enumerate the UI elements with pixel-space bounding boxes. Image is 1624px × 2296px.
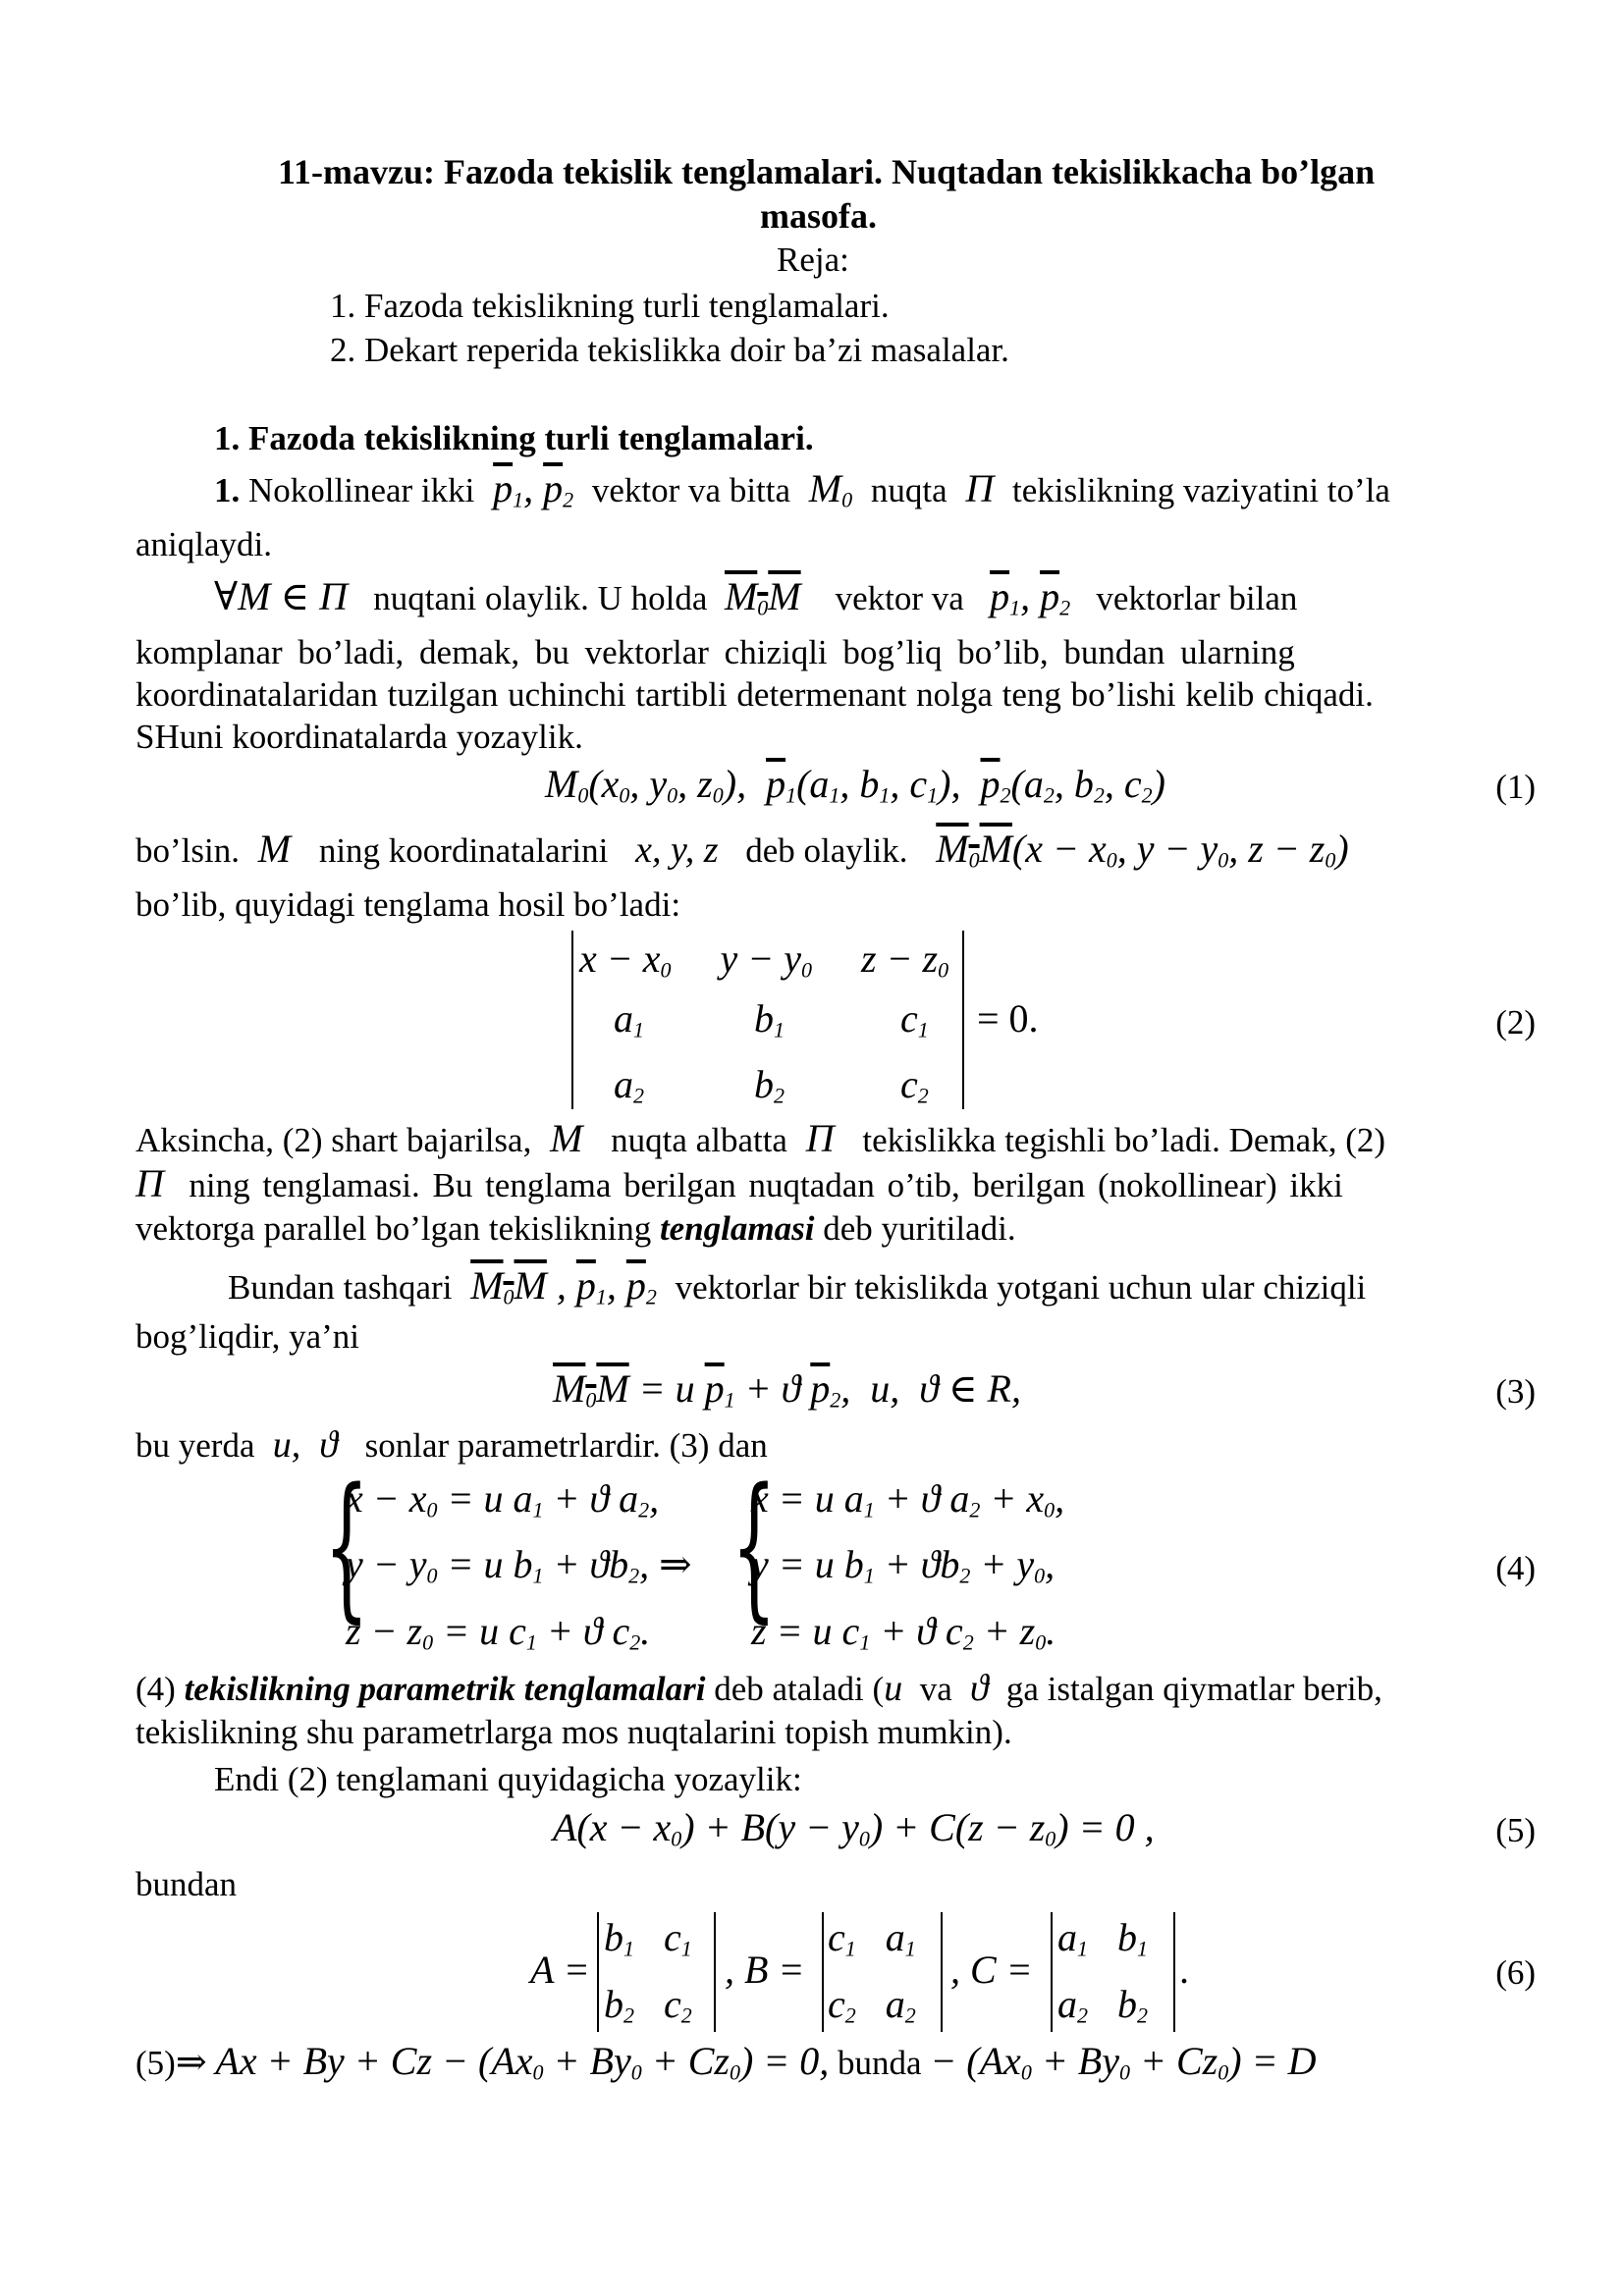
eq6-A-label: A = bbox=[530, 1948, 590, 1992]
det-row-2b: $b_1$ bbox=[754, 996, 785, 1042]
para2-text-c: vektorlar bilan bbox=[1096, 579, 1298, 617]
para1-text-a: Nokollinear ikki bbox=[248, 471, 475, 509]
det-equals-zero: = 0. bbox=[977, 996, 1039, 1041]
para1-text-d: tekislikning vaziyatini to’la bbox=[1012, 471, 1390, 509]
para6-text-a: bu yerda bbox=[135, 1426, 255, 1465]
para8: Endi (2) tenglamani quyidagicha yozaylik: bbox=[214, 1760, 802, 1798]
equation-1-number: (1) bbox=[1495, 768, 1536, 806]
system4-left-1: $x - x_0 = u$ $a_1 + ϑ$ $a_2$, bbox=[346, 1476, 660, 1522]
determinant-right-bar bbox=[962, 931, 964, 1109]
eq6-B-row1: $c_1$ $a_1$ bbox=[828, 1915, 916, 1961]
eq6-C-left-bar bbox=[1051, 1912, 1053, 2032]
plan-item-2: 2. Dekart reperida tekislikka doir ba’zi masalalar. bbox=[330, 331, 1009, 369]
para3-text-a: bo’lsin. bbox=[135, 831, 240, 870]
para3-line2: bo’lib, quyidagi tenglama hosil bo’ladi: bbox=[135, 885, 681, 924]
para6-text-b: sonlar parametrlardir. (3) dan bbox=[364, 1426, 768, 1465]
eq6-C-right-bar bbox=[1173, 1912, 1175, 2032]
det-row-3c: $c_2$ bbox=[900, 1062, 929, 1108]
para2-text-b: vektor va bbox=[835, 579, 964, 617]
title-line-2: masofa. bbox=[760, 196, 877, 236]
equation-3: $M_0M = u$ $\overline{p}_1 + ϑ$ $\overline{p}_2$, u, ϑ ∈ R, bbox=[553, 1366, 1021, 1413]
para7-line1: (4) tekislikning parametrik tenglamalari deb ataladi (u va ϑ ga istalgan qiymatlar berib, bbox=[135, 1668, 1382, 1709]
eq6-B-row2: $c_2$ $a_2$ bbox=[828, 1982, 916, 2028]
para4-text-f: deb yuritiladi. bbox=[823, 1209, 1016, 1248]
para5-text-a: Bundan tashqari bbox=[228, 1268, 453, 1307]
equation-3-number: (3) bbox=[1495, 1372, 1536, 1411]
para7-text-d: ga istalgan qiymatlar berib, bbox=[1005, 1670, 1382, 1708]
plan-item-1: 1. Fazoda tekislikning turli tenglamalari. bbox=[330, 287, 890, 325]
equation-5: $A(x - x_0) + B(y - y_0) + C(z - z_0) = 0$ , bbox=[553, 1805, 1155, 1851]
para4-text-a: Aksincha, (2) shart bajarilsa, bbox=[135, 1121, 532, 1159]
eq6-B-label: , B = bbox=[725, 1948, 805, 1992]
para3-text-b: ning koordinatalarini bbox=[318, 831, 609, 870]
system4-left-3: $z - z_0 = u$ $c_1 + ϑ$ $c_2$. bbox=[346, 1609, 651, 1655]
system4-right-3: z = u $c_1 + ϑ$ $c_2 + z_0$. bbox=[751, 1609, 1056, 1655]
para2-line1: ∀M ∈ Π nuqtani olaylik. U holda $M_0M$ vektor va $\overline{p}_1$, $\overline{p}_2$ vektorlar bilan bbox=[214, 574, 1298, 620]
det-row-2c: $c_1$ bbox=[900, 996, 929, 1042]
para2-line2: komplanar bo’ladi, demak, bu vektorlar chiziqli bog’liq bo’lib, bundan ularning bbox=[135, 633, 1295, 671]
para1-number: 1. bbox=[214, 471, 241, 509]
system4-left-2: $y - y_0 = u$ $b_1 + ϑb_2$, ⇒ bbox=[346, 1542, 692, 1588]
eq6-C-row2: $a_2$ $b_2$ bbox=[1057, 1982, 1148, 2028]
section-heading: 1. Fazoda tekislikning turli tenglamalari. bbox=[214, 419, 814, 457]
para7-text-c: va bbox=[919, 1670, 952, 1708]
final-text-a: (5) bbox=[135, 2044, 176, 2082]
para7-line2: tekislikning shu parametrlarga mos nuqtalarini topish mumkin). bbox=[135, 1713, 1012, 1751]
para7-text-a: (4) bbox=[135, 1670, 176, 1708]
para7-emphasis: tekislikning parametrik tenglamalari bbox=[184, 1670, 706, 1708]
para4-text-b: nuqta albatta bbox=[611, 1121, 787, 1159]
para6-line: bu yerda u, ϑ sonlar parametrlardir. (3) dan bbox=[135, 1424, 768, 1466]
eq6-C-label: , C = bbox=[950, 1948, 1033, 1992]
para2-line3: koordinatalaridan tuzilgan uchinchi tartibli determenant nolga teng bo’lishi kelib chiqadi. bbox=[135, 675, 1374, 714]
system4-right-2: y = u $b_1 + ϑb_2 + y_0$, bbox=[751, 1542, 1056, 1588]
eq6-A-row1: $b_1$ $c_1$ bbox=[604, 1915, 692, 1961]
para1-text-b: vektor va bitta bbox=[591, 471, 791, 509]
eq6-C-row1: $a_1$ $b_1$ bbox=[1057, 1915, 1148, 1961]
para5-line1: Bundan tashqari $M_0M$ , $\overline{p}_1$, $\overline{p}_2$ vektorlar bir tekislikda yotgani uchun ular chiziqli bbox=[228, 1263, 1367, 1309]
det-row-3b: $b_2$ bbox=[754, 1062, 785, 1108]
para4-text-d: ning tenglamasi. Bu tenglama berilgan nuqtadan o’tib, berilgan (nokollinear) ikki bbox=[189, 1166, 1343, 1204]
para4-line1: Aksincha, (2) shart bajarilsa, M nuqta albatta Π tekislikka tegishli bo’ladi. Demak, (2) bbox=[135, 1116, 1386, 1160]
para1-line1: 1. Nokollinear ikki $\overline{p}_1$, $\overline{p}_2$ vektor va bitta $M_0$ nuqta Π tekislikning vaziyatini to’la bbox=[214, 466, 1390, 512]
eq6-A-left-bar bbox=[597, 1912, 599, 2032]
eq6-end-period: . bbox=[1180, 1948, 1190, 1992]
para5-line2: bog’liqdir, ya’ni bbox=[135, 1317, 359, 1356]
equation-4-number: (4) bbox=[1495, 1549, 1536, 1587]
para2-line4: SHuni koordinatalarda yozaylik. bbox=[135, 718, 583, 756]
equation-5-number: (5) bbox=[1495, 1811, 1536, 1849]
para4-line3 bbox=[135, 1209, 1016, 1249]
system-brace-right: { bbox=[731, 1454, 777, 1637]
para1-line2: aniqlaydi. bbox=[135, 525, 272, 563]
para9: bundan bbox=[135, 1865, 238, 1903]
system4-right-1: x = u $a_1 + ϑ$ $a_2 + x_0$, bbox=[751, 1476, 1065, 1522]
para3-line1: bo’lsin. M ning koordinatalarini x, y, z deb olaylik. $M_0M(x - x_0$, $y - y_0$, $z - z_0$) bbox=[135, 827, 1349, 873]
plan-heading: Reja: bbox=[777, 240, 849, 279]
para4-emphasis: tenglamasi bbox=[659, 1209, 815, 1248]
para3-text-c: deb olaylik. bbox=[745, 831, 908, 870]
final-line: (5)⇒ $Ax + By + Cz - (Ax_0 + By_0 + Cz_0) = 0$, bunda − $(Ax_0 + By_0 + Cz_0) = D$ bbox=[135, 2039, 1317, 2085]
para7-text-b: deb ataladi ( bbox=[714, 1670, 885, 1708]
para4-text-c: tekislikka tegishli bo’ladi. Demak, (2) bbox=[862, 1121, 1386, 1159]
system-brace-left: { bbox=[324, 1454, 369, 1637]
title-line-1: 11-mavzu: Fazoda tekislik tenglamalari. Nuqtadan tekislikkacha bo’lgan bbox=[278, 152, 1376, 191]
equation-2-number: (2) bbox=[1495, 1003, 1536, 1041]
equation-6-number: (6) bbox=[1495, 1953, 1536, 1992]
para5-text-b: vektorlar bir tekislikda yotgani uchun ular chiziqli bbox=[675, 1268, 1367, 1307]
para4-line2: Π ning tenglamasi. Bu tenglama berilgan nuqtadan o’tib, berilgan (nokollinear) ikki bbox=[135, 1161, 1343, 1205]
eq6-B-right-bar bbox=[941, 1912, 943, 2032]
eq6-A-right-bar bbox=[714, 1912, 716, 2032]
det-row-3: $a_2$ bbox=[614, 1062, 644, 1108]
eq6-B-left-bar bbox=[822, 1912, 824, 2032]
det-row-2: $a_1$ bbox=[614, 996, 644, 1042]
para1-text-c: nuqta bbox=[870, 471, 947, 509]
determinant-left-bar bbox=[571, 931, 573, 1109]
para4-text-e: vektorga parallel bo’lgan tekislikning bbox=[135, 1209, 652, 1248]
para2-text-a: nuqtani olaylik. U holda bbox=[373, 579, 708, 617]
eq6-A-row2: $b_2$ $c_2$ bbox=[604, 1982, 692, 2028]
det-row-1: $x - x_0$ $y - y_0$ $z - z_0$ bbox=[579, 936, 949, 983]
final-text-b: bunda bbox=[838, 2044, 922, 2082]
equation-1: $M_0(x_0$, $y_0$, $z_0$), $\overline{p}_1(a_1$, $b_1$, $c_1$), $\overline{p}_2(a_2$, $b_2$, $c_2$) bbox=[545, 762, 1165, 808]
